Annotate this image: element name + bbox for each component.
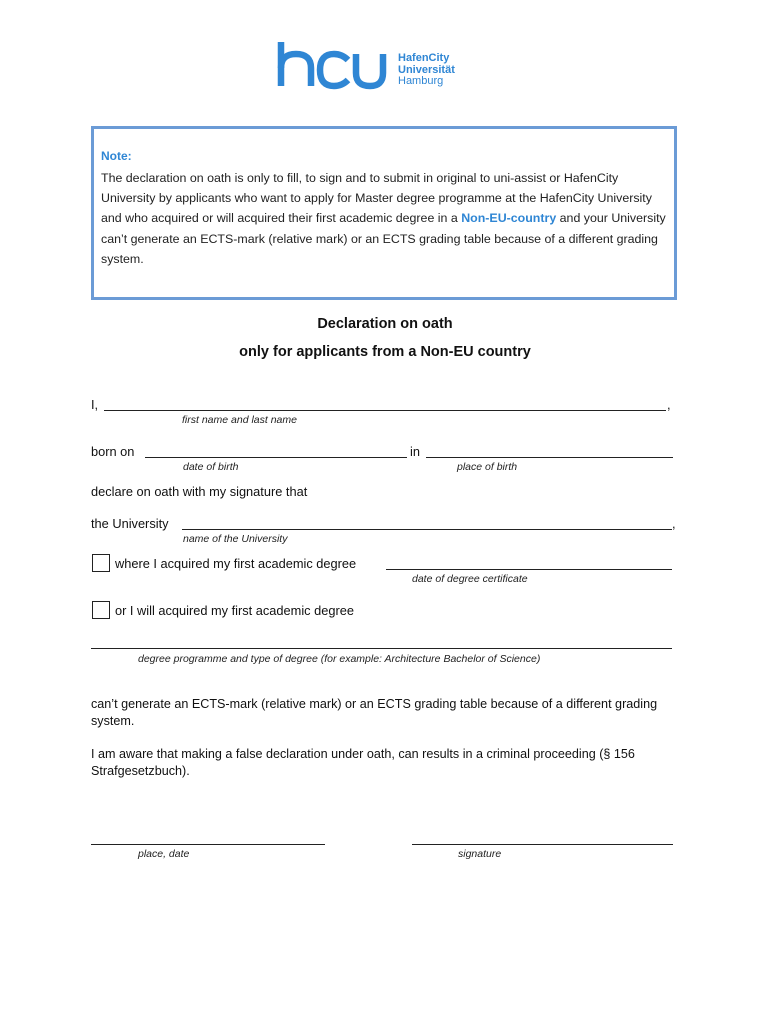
university-suffix: , xyxy=(672,516,676,531)
degree-certificate-date-field[interactable] xyxy=(386,569,672,570)
acquired-label: where I acquired my first academic degree xyxy=(115,556,357,571)
will-acquire-label: or I will acquired my first academic degree xyxy=(115,603,354,618)
university-caption: name of the University xyxy=(183,533,288,545)
name-field[interactable] xyxy=(104,410,666,411)
note-text-before: The declaration on oath is only to fill, to sign and to submit in original to uni-assist or HafenCity University by applicants who want to apply for Master degree programme at the HafenCity University and who acquired or will acquired their first academic degree in a xyxy=(101,171,652,226)
pob-caption: place of birth xyxy=(457,461,518,473)
place-date-caption: place, date xyxy=(138,848,190,860)
logo-line-1: HafenCity xyxy=(398,52,450,64)
declaration-subtitle: only for applicants from a Non-EU country xyxy=(239,344,531,360)
name-suffix: , xyxy=(667,397,671,412)
place-of-birth-field[interactable] xyxy=(426,457,673,458)
aware-paragraph: I am aware that making a false declaration under oath, can results in a criminal proceeding (§ 156 Strafgesetzbuch). xyxy=(91,747,635,778)
will-acquire-checkbox[interactable] xyxy=(92,601,110,619)
logo-wordmark xyxy=(398,53,455,88)
acquired-checkbox[interactable] xyxy=(92,554,110,572)
born-label: born on xyxy=(91,444,135,459)
name-caption: first name and last name xyxy=(182,414,297,426)
note-highlight: Non-EU-country xyxy=(461,211,557,226)
acquired-caption: date of degree certificate xyxy=(412,573,528,585)
note-text-after: and your University can’t generate an ECTS-mark (relative mark) or an ECTS grading table because of a different grading system. xyxy=(101,211,666,266)
signature-caption: signature xyxy=(458,848,502,860)
in-label: in xyxy=(410,444,420,459)
degree-programme-field[interactable] xyxy=(91,648,672,649)
note-body xyxy=(101,168,667,269)
logo-line-3: Hamburg xyxy=(398,75,444,87)
i-label: I, xyxy=(91,397,99,412)
declare-text: declare on oath with my signature that xyxy=(91,484,308,499)
ects-paragraph: can’t generate an ECTS-mark (relative mark) or an ECTS grading table because of a different grading system. xyxy=(91,697,658,728)
programme-caption: degree programme and type of degree (for example: Architecture Bachelor of Science) xyxy=(138,653,541,665)
dob-caption: date of birth xyxy=(183,461,239,473)
logo-line-2: Universität xyxy=(398,63,455,76)
university-label: the University xyxy=(91,516,169,531)
university-field[interactable] xyxy=(182,529,672,530)
note-title: Note: xyxy=(101,149,132,163)
date-of-birth-field[interactable] xyxy=(145,457,407,458)
place-date-field[interactable] xyxy=(91,844,325,845)
signature-field[interactable] xyxy=(412,844,673,845)
declaration-title: Declaration on oath xyxy=(317,316,453,332)
